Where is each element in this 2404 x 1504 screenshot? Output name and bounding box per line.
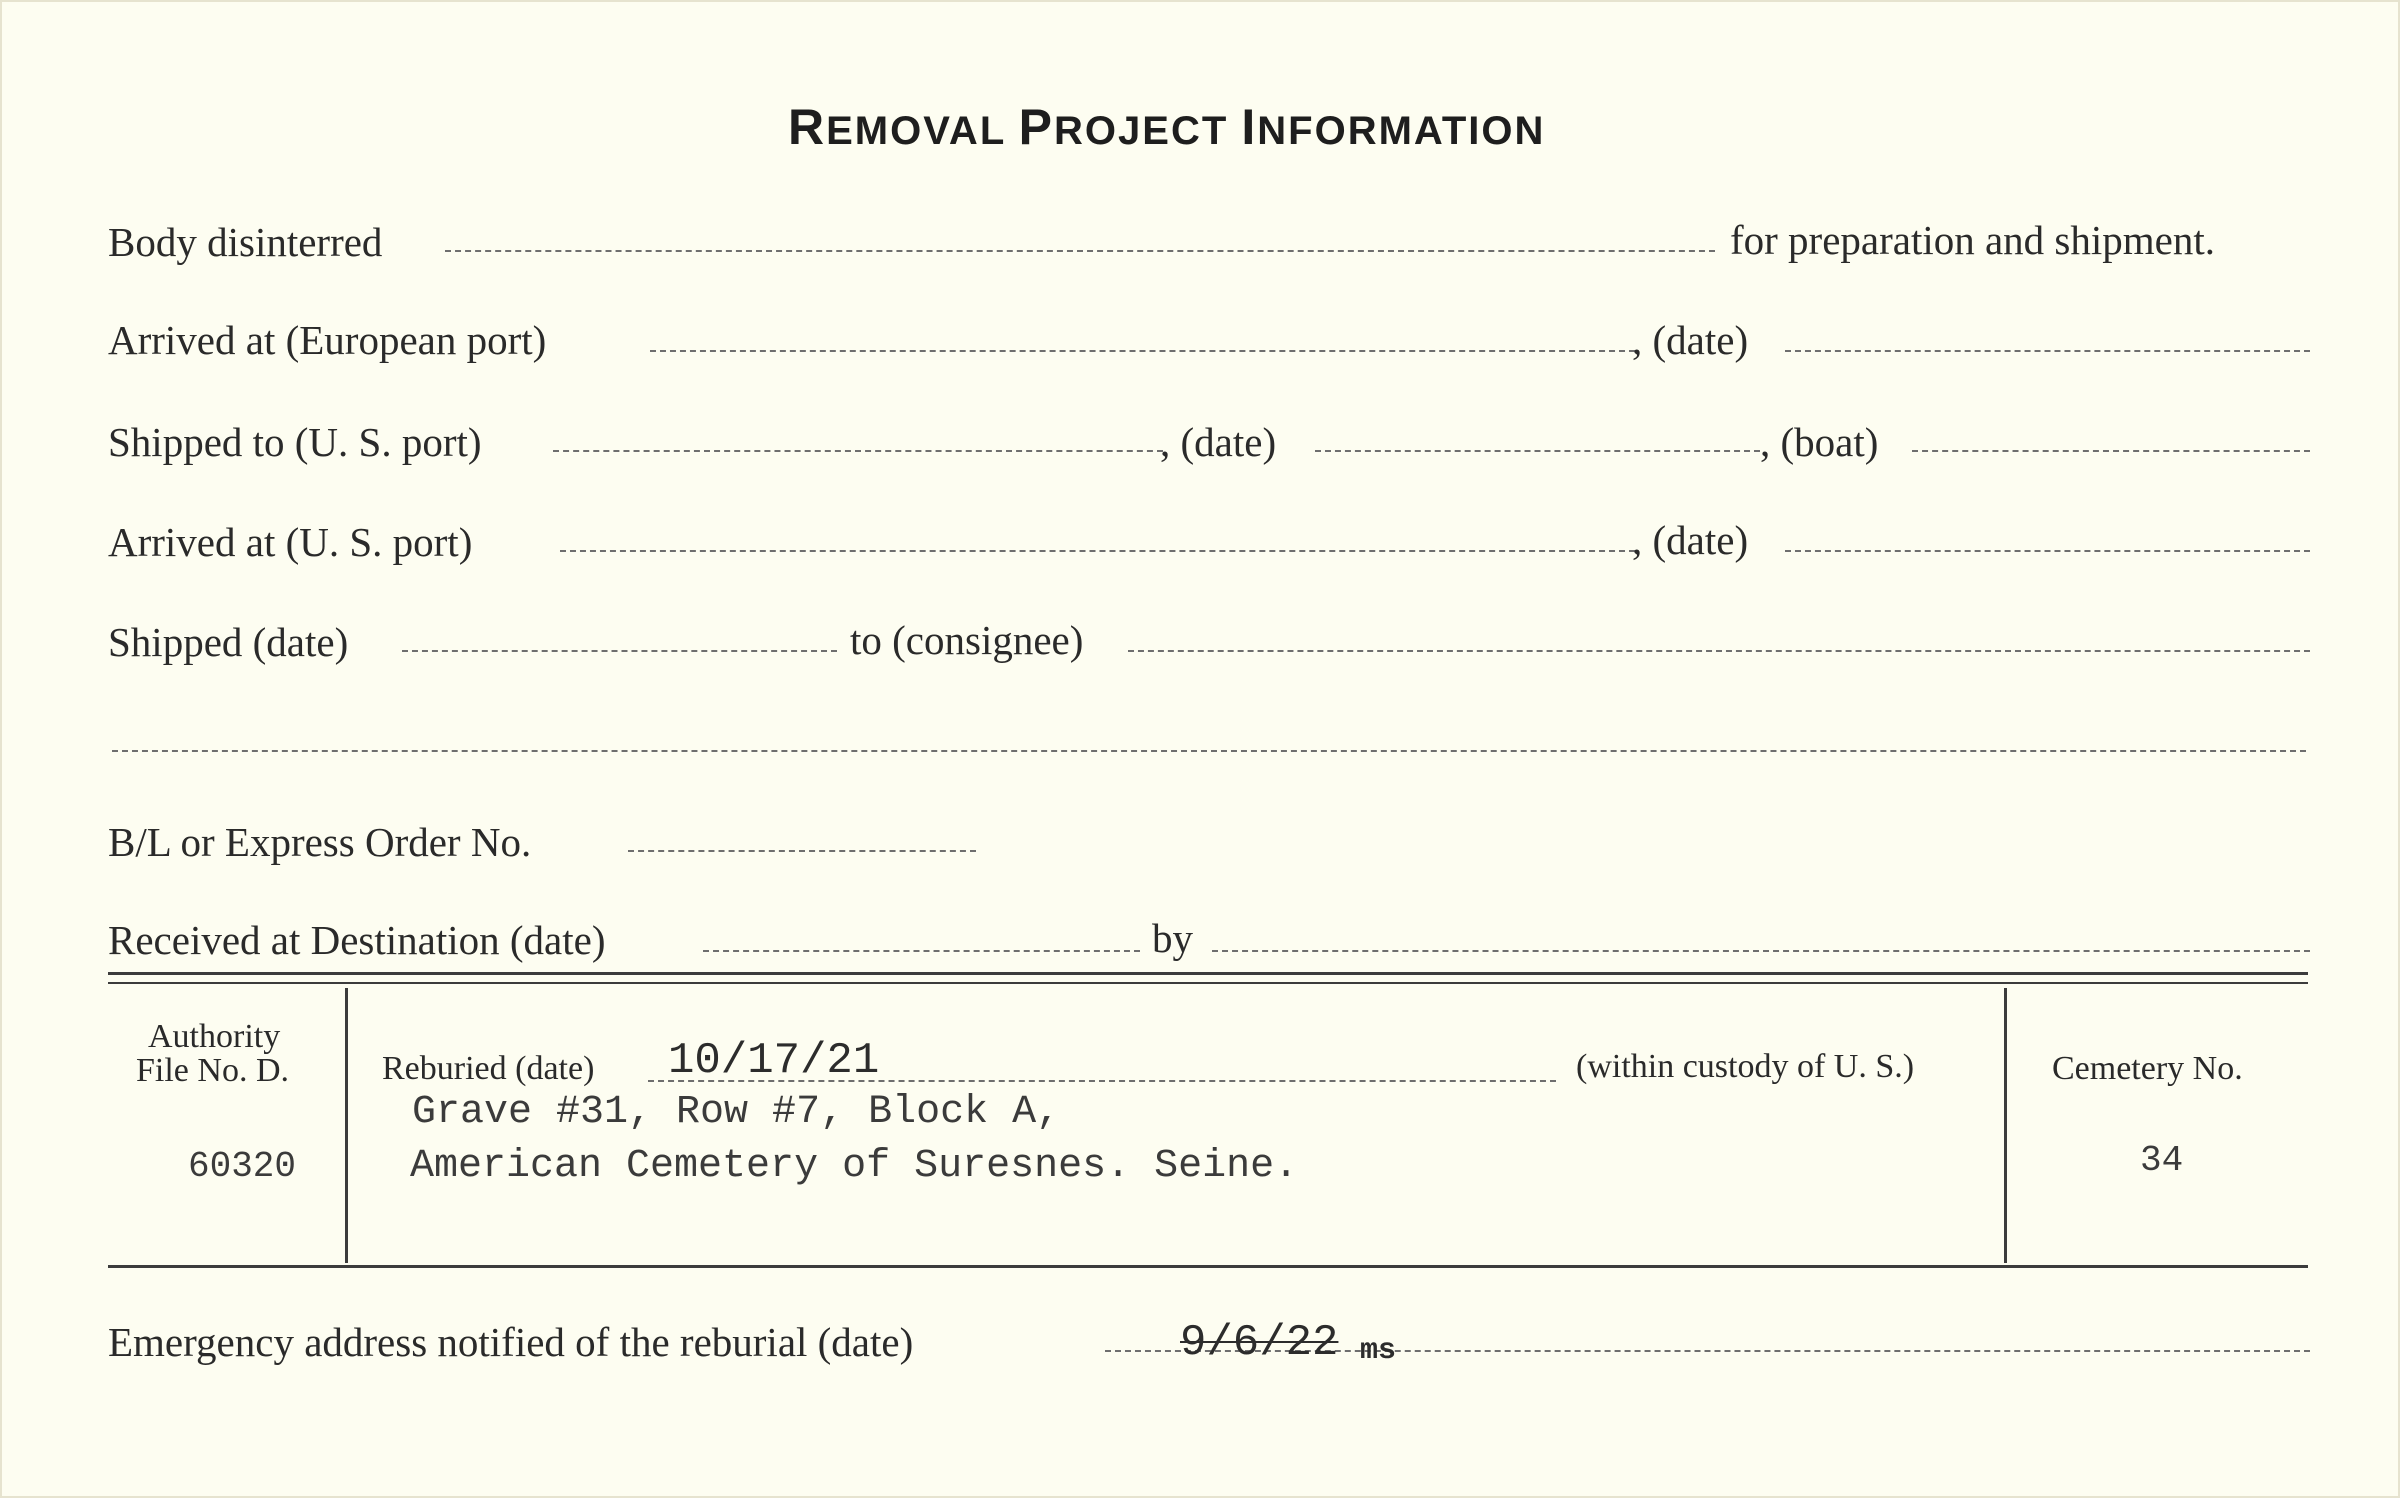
arrived-european-date-label: , (date) [1632, 317, 1749, 363]
reburied-label: Reburied (date) [382, 1050, 595, 1087]
arrived-european-date-line [1785, 350, 2310, 352]
title-initial-p: P [1018, 99, 1055, 155]
authority-label-line1: Authority [148, 1018, 281, 1055]
shipped-date-line [402, 650, 837, 652]
box-divider-right [2004, 988, 2007, 1263]
arrived-european-line [650, 350, 1635, 352]
boat-line [1912, 450, 2310, 452]
cemetery-no-value: 34 [2140, 1140, 2184, 1181]
arrived-us-date-line [1785, 550, 2310, 552]
emergency-initials: ms [1360, 1334, 1397, 1368]
box-top-rule-2 [108, 982, 2308, 984]
emergency-label: Emergency address notified of the reburial (date) [108, 1319, 914, 1365]
form-title [788, 98, 1545, 156]
bl-label: B/L or Express Order No. [108, 819, 532, 865]
shipped-date-label: Shipped (date) [108, 619, 349, 665]
arrived-european-label: Arrived at (European port) [108, 317, 547, 363]
cemetery-name: American Cemetery of Suresnes. Seine. [410, 1144, 1299, 1189]
body-disinterred-label: Body disinterred [108, 219, 383, 265]
shipped-us-date-label: , (date) [1160, 419, 1277, 465]
box-divider-left [345, 988, 348, 1263]
shipped-us-line [553, 450, 1163, 452]
authority-label-line2: File No. D. [136, 1052, 289, 1089]
arrived-us-date-label: , (date) [1632, 517, 1749, 563]
custody-label: (within custody of U. S.) [1576, 1048, 1915, 1085]
box-bottom-rule [108, 1265, 2308, 1268]
title-rest-removal: EMOVAL [826, 109, 1019, 153]
title-initial-i: I [1241, 99, 1258, 155]
by-line [1212, 950, 2310, 952]
title-rest-project: ROJECT [1054, 109, 1242, 153]
consignee-continuation-line [112, 750, 2306, 752]
emergency-date-value: 9/6/22 [1180, 1318, 1339, 1368]
by-label: by [1152, 915, 1193, 961]
title-rest-information: NFORMATION [1257, 109, 1546, 153]
cemetery-no-label: Cemetery No. [2052, 1050, 2243, 1087]
boat-label: , (boat) [1760, 419, 1879, 465]
title-initial-r: R [788, 99, 827, 155]
reburied-line [648, 1080, 1556, 1082]
grave-location: Grave #31, Row #7, Block A, [412, 1090, 1061, 1135]
box-top-rule-1 [108, 972, 2308, 975]
shipped-us-label: Shipped to (U. S. port) [108, 419, 482, 465]
consignee-line [1128, 650, 2310, 652]
reburied-date-value: 10/17/21 [668, 1036, 880, 1086]
arrived-us-line [560, 550, 1635, 552]
received-label: Received at Destination (date) [108, 917, 606, 963]
received-line [703, 950, 1140, 952]
body-disinterred-line [445, 250, 1715, 252]
consignee-label: to (consignee) [850, 617, 1084, 663]
bl-line [628, 850, 976, 852]
authority-file-number: 60320 [188, 1146, 297, 1187]
body-disinterred-suffix: for preparation and shipment. [1730, 217, 2216, 263]
shipped-us-date-line [1315, 450, 1760, 452]
arrived-us-label: Arrived at (U. S. port) [108, 519, 473, 565]
